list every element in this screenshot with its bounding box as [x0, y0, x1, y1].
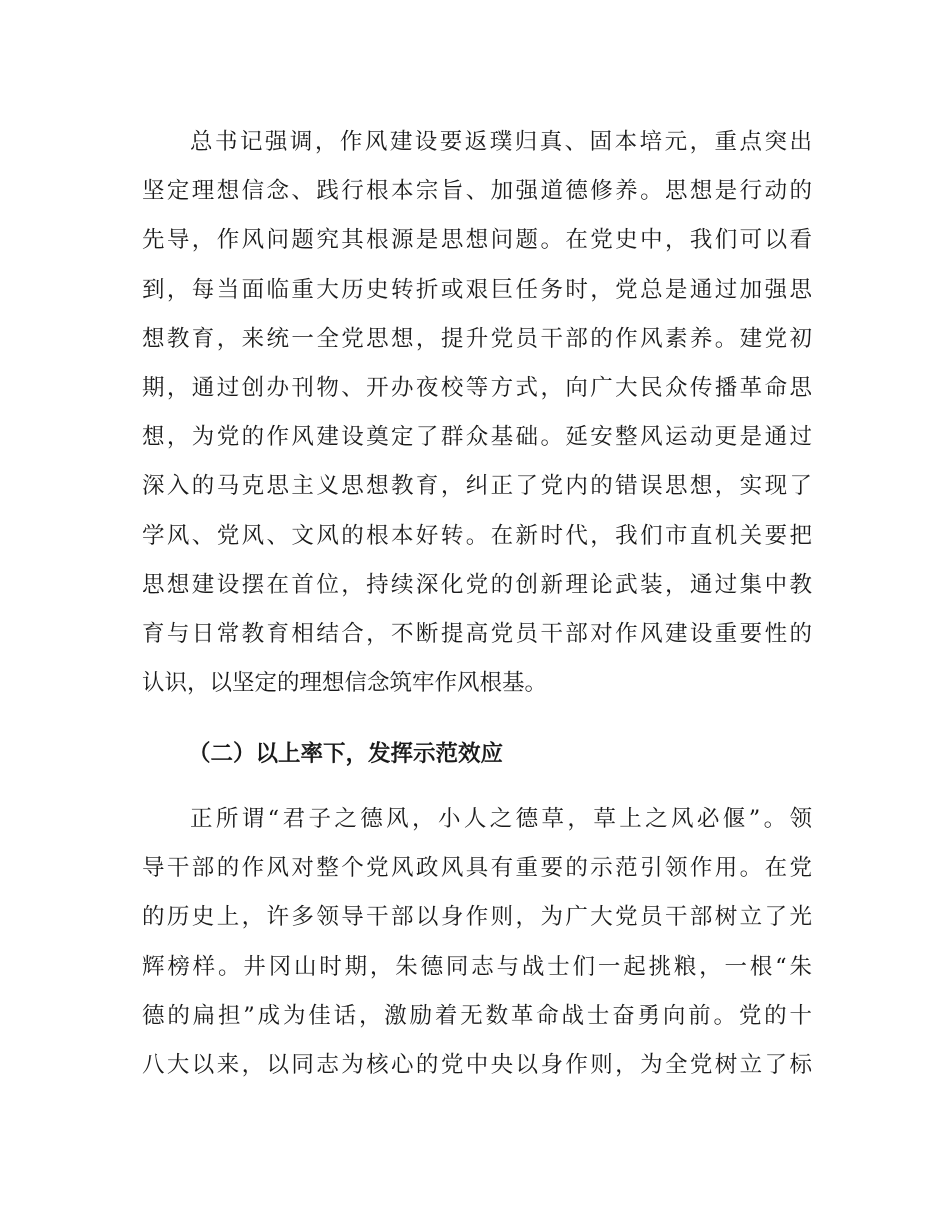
paragraph-line: 学风、党风、文风的根本好转。在新时代，我们市直机关要把 [142, 522, 812, 549]
paragraph-line: 认识，以坚定的理想信念筑牢作风根基。 [142, 670, 548, 697]
paragraph-line: 期，通过创办刊物、开办夜校等方式，向广大民众传播革命思 [142, 374, 812, 401]
paragraph-line: 坚定理想信念、践行根本宗旨、加强道德修养。思想是行动的 [142, 178, 812, 205]
paragraph-line: 的历史上，许多领导干部以身作则，为广大党员干部树立了光 [142, 904, 812, 931]
paragraph-line: 辉榜样。井冈山时期，朱德同志与战士们一起挑粮，一根“朱 [142, 953, 812, 980]
paragraph-line: 想，为党的作风建设奠定了群众基础。延安整风运动更是通过 [142, 424, 812, 451]
paragraph-line: 德的扁担”成为佳话，激励着无数革命战士奋勇向前。党的十 [142, 1002, 812, 1029]
paragraph-line: 想教育，来统一全党思想，提升党员干部的作风素养。建党初 [142, 325, 812, 352]
paragraph-line: 总书记强调，作风建设要返璞归真、固本培元，重点突出 [190, 129, 812, 155]
paragraph-line: 深入的马克思主义思想教育，纠正了党内的错误思想，实现了 [142, 473, 812, 500]
paragraph-line: 导干部的作风对整个党风政风具有重要的示范引领作用。在党 [142, 855, 812, 882]
paragraph-line: 先导，作风问题究其根源是思想问题。在党史中，我们可以看 [142, 227, 812, 254]
paragraph-2 [142, 795, 812, 1090]
paragraph-line: 到，每当面临重大历史转折或艰巨任务时，党总是通过加强思 [142, 276, 812, 303]
paragraph-line: 正所谓“君子之德风，小人之德草，草上之风必偃”。领 [190, 806, 812, 832]
paragraph-line: 思想建设摆在首位，持续深化党的创新理论武装，通过集中教 [142, 571, 812, 598]
paragraph-line: 育与日常教育相结合，不断提高党员干部对作风建设重要性的 [142, 620, 812, 647]
paragraph-1 [142, 118, 812, 708]
section-heading: （二）以上率下，发挥示范效应 [188, 741, 504, 767]
paragraph-line: 八大以来，以同志为核心的党中央以身作则，为全党树立了标 [142, 1051, 812, 1078]
